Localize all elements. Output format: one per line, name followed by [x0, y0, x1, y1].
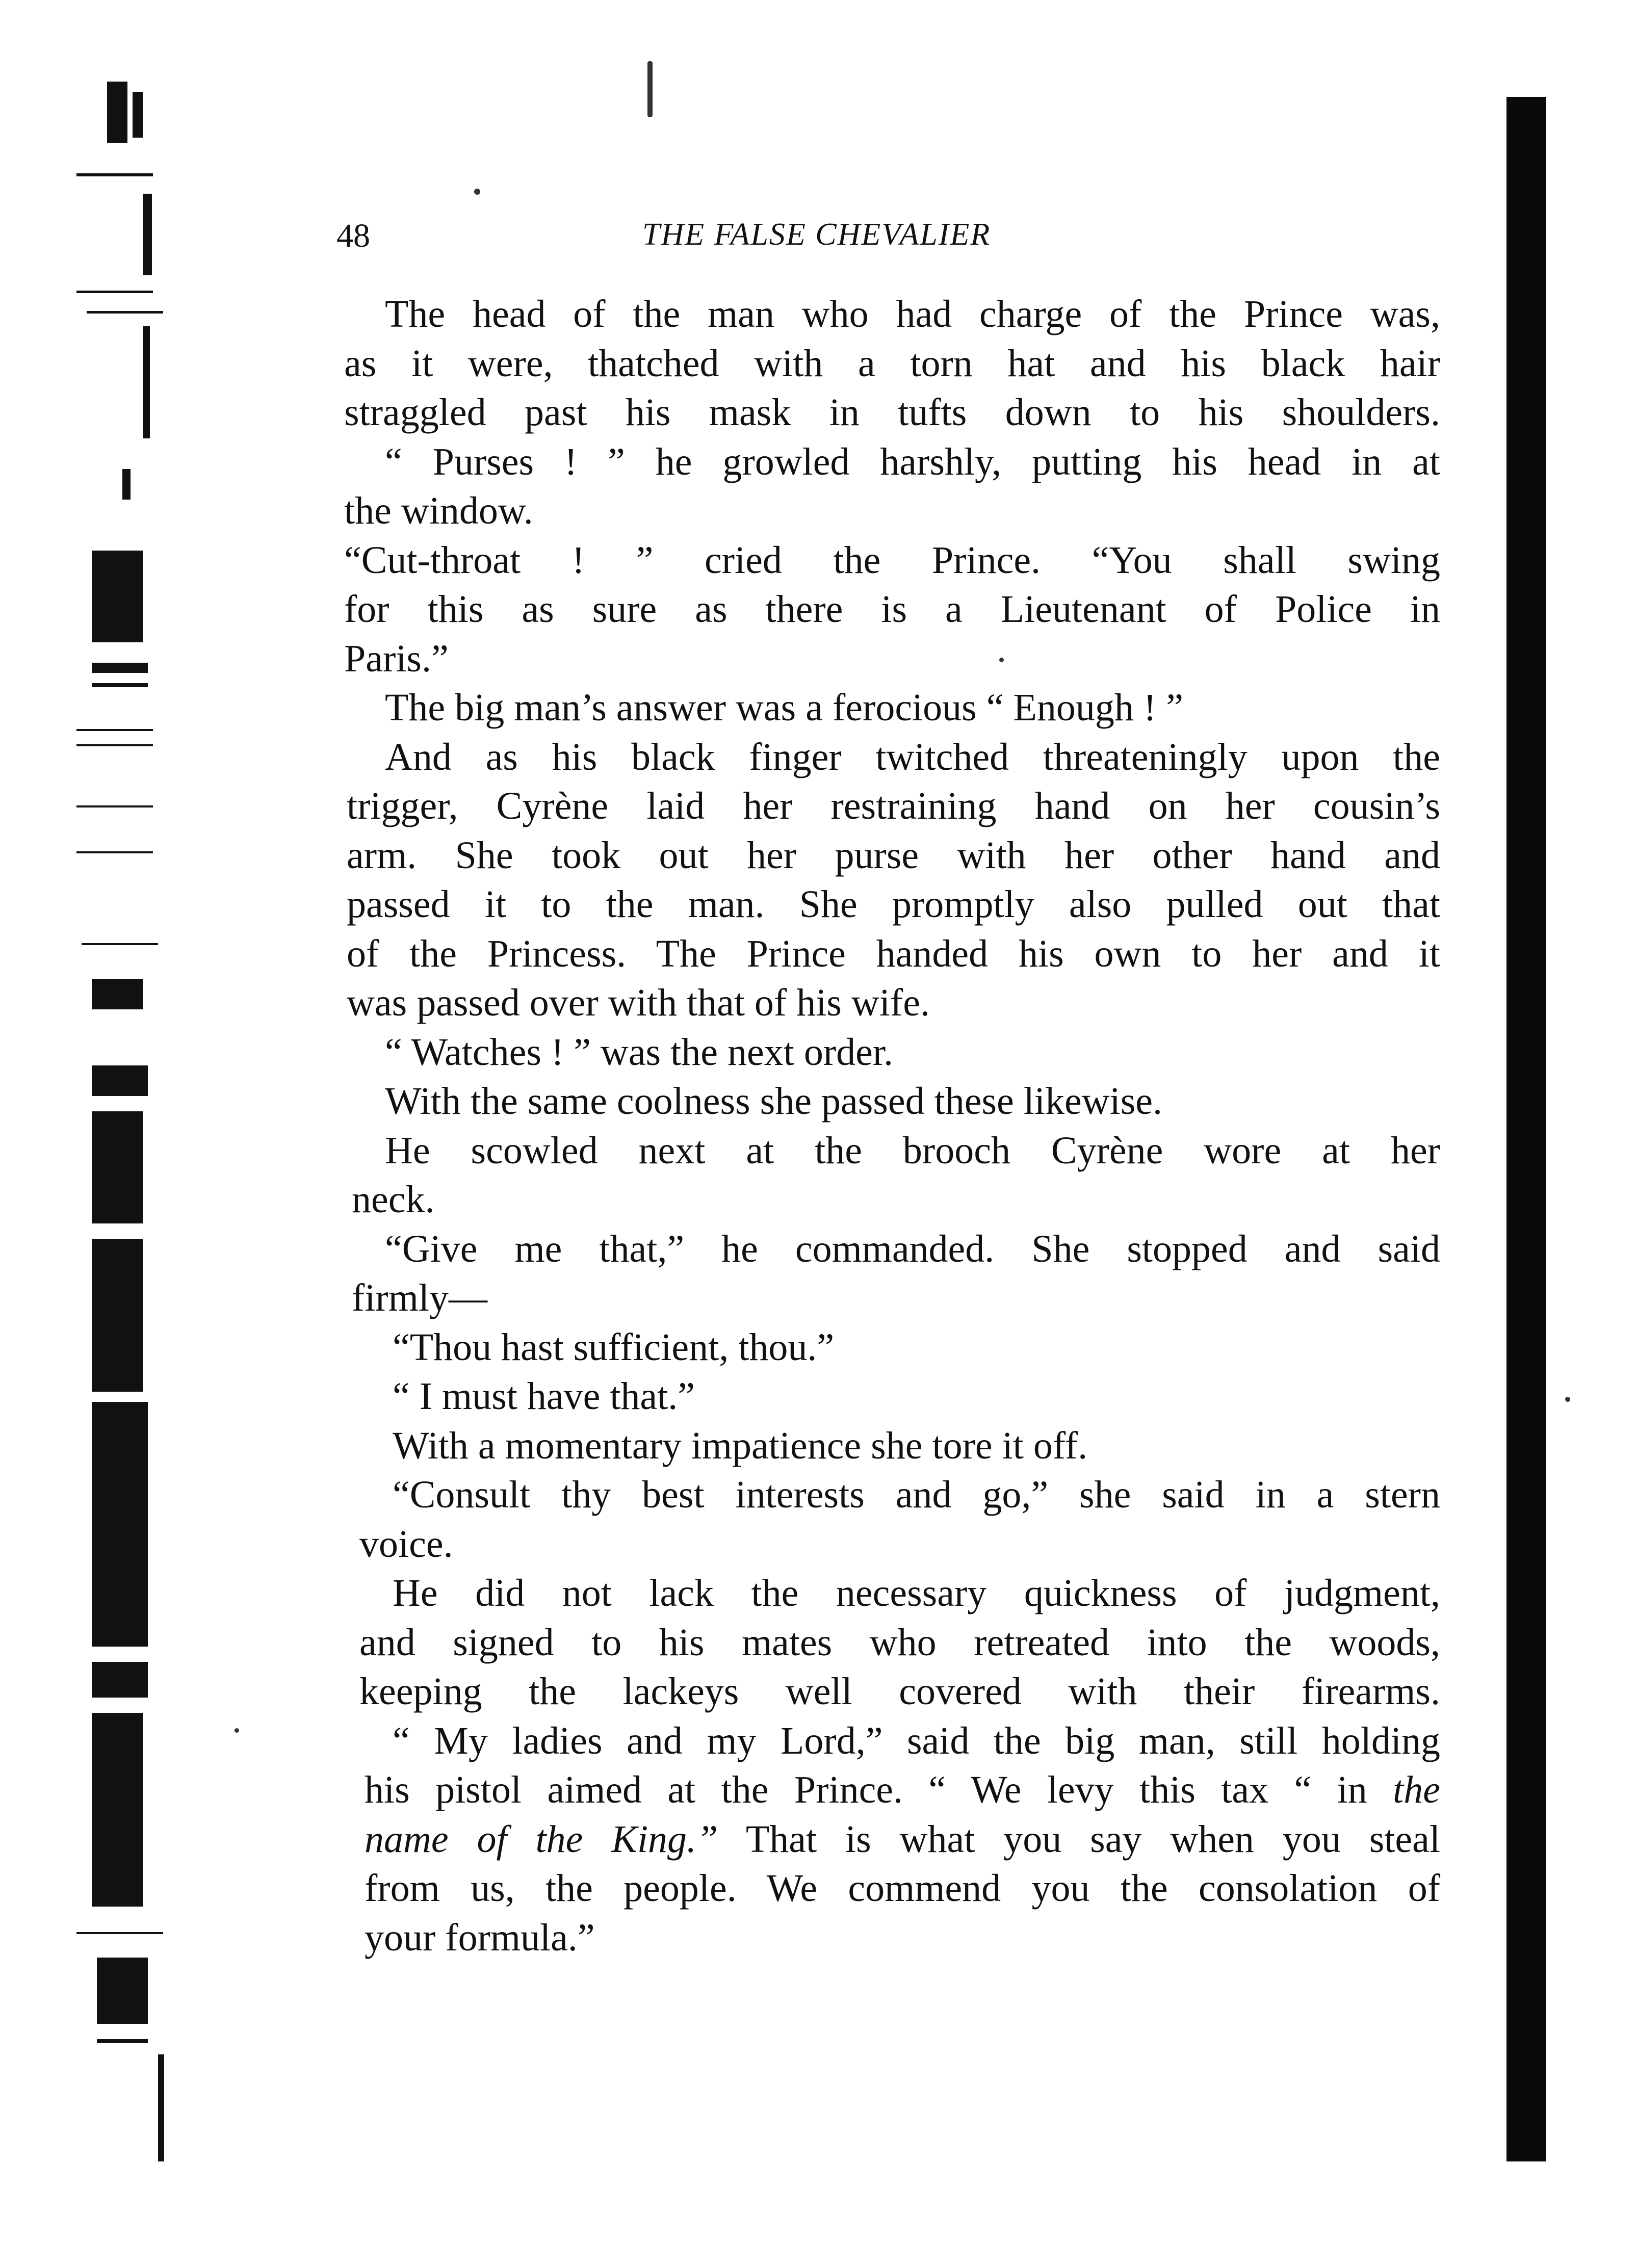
- text-line: the window.: [344, 489, 533, 532]
- text-line: “Consult thy best interests and go,” she said in a stern: [393, 1473, 1440, 1516]
- text-line: “Give me that,” he commanded. She stopped and said: [385, 1227, 1440, 1270]
- text-line: The head of the man who had charge of the Prince was,: [385, 293, 1440, 335]
- running-head: [336, 217, 1122, 263]
- text-line: of the Princess. The Prince handed his own to her and it: [347, 932, 1440, 975]
- text-line: [344, 1815, 1440, 1864]
- scan-speck: [235, 1728, 239, 1733]
- text-line: as it were, thatched with a torn hat and his black hair: [344, 342, 1440, 385]
- text-line: “Thou hast sufficient, thou.”: [393, 1325, 835, 1369]
- text-line: “ I must have that.”: [393, 1375, 695, 1418]
- text-line: Paris.”: [344, 637, 449, 680]
- text-line: With a momentary impatience she tore it off.: [393, 1424, 1088, 1467]
- text-line: keeping the lackeys well covered with their firearms.: [359, 1670, 1440, 1713]
- text-segment: That is what you say when you steal: [745, 1817, 1440, 1861]
- text-line: And as his black finger twitched threateningly upon the: [385, 735, 1440, 778]
- text-line: “ My ladies and my Lord,” said the big man, still holding: [393, 1719, 1440, 1762]
- scanned-right-edge: [1506, 97, 1546, 2161]
- text-line: neck.: [352, 1178, 435, 1221]
- text-line: With the same coolness she passed these likewise.: [385, 1080, 1163, 1123]
- running-title: THE FALSE CHEVALIER: [642, 217, 991, 252]
- text-line: straggled past his mask in tufts down to his shoulders.: [344, 391, 1440, 434]
- text-line: trigger, Cyrène laid her restraining hand on her cousin’s: [347, 785, 1440, 827]
- body-text: [344, 290, 1440, 1962]
- text-line: [344, 1765, 1440, 1815]
- text-line: “ Watches ! ” was the next order.: [385, 1030, 893, 1074]
- text-line: for this as sure as there is a Lieutenant of Police in: [344, 588, 1440, 631]
- text-line: “ Purses ! ” he growled harshly, putting his head in at: [385, 440, 1440, 483]
- italic-phrase: the: [1393, 1768, 1440, 1811]
- page-number: 48: [336, 217, 370, 254]
- scanned-binding-edge: [76, 71, 194, 2202]
- text-line: arm. She took out her purse with her other hand and: [347, 833, 1440, 877]
- scan-speck: [647, 61, 653, 117]
- text-line: from us, the people. We commend you the consolation of: [365, 1867, 1440, 1910]
- text-line: He did not lack the necessary quickness of judgment,: [393, 1572, 1440, 1614]
- text-segment: his pistol aimed at the Prince. “ We levy this tax “ in: [365, 1768, 1393, 1811]
- text-line: voice.: [359, 1522, 453, 1566]
- scan-speck: [1565, 1397, 1570, 1402]
- text-line: was passed over with that of his wife.: [347, 981, 930, 1024]
- text-line: firmly—: [352, 1276, 487, 1319]
- text-line: and signed to his mates who retreated into the woods,: [359, 1621, 1440, 1664]
- text-line: “Cut-throat ! ” cried the Prince. “You shall swing: [344, 538, 1440, 582]
- text-line: your formula.”: [365, 1916, 595, 1959]
- italic-phrase: name of the King.”: [365, 1817, 718, 1861]
- text-line: passed it to the man. She promptly also pulled out that: [347, 883, 1440, 926]
- scan-speck: [474, 189, 480, 195]
- text-line: The big man’s answer was a ferocious “ Enough ! ”: [385, 686, 1183, 729]
- text-line: He scowled next at the brooch Cyrène wore at her: [385, 1129, 1440, 1172]
